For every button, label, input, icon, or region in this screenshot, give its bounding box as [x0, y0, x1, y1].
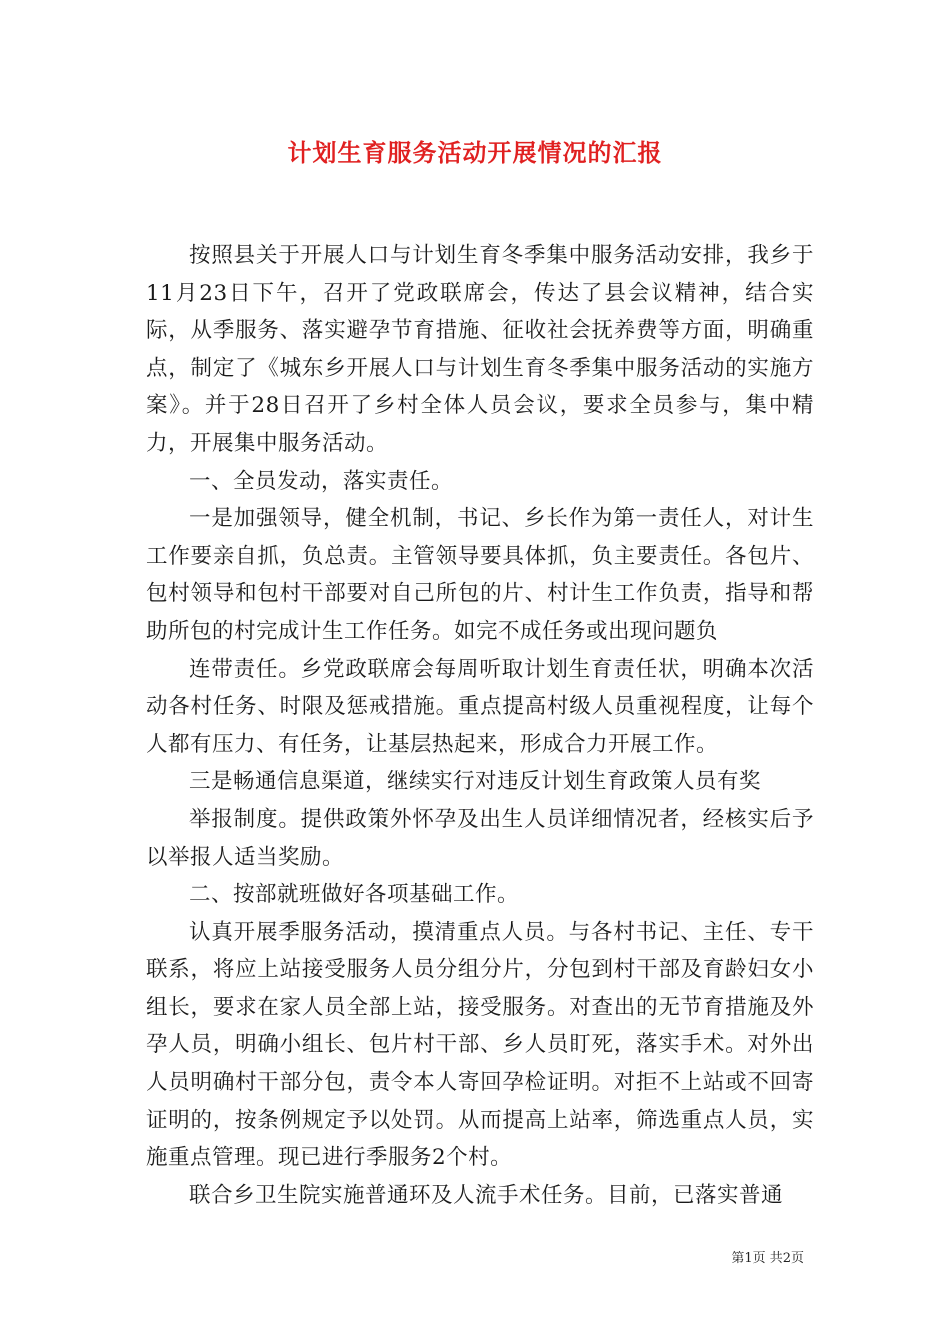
section-heading: 一、全员发动，落实责任。	[189, 468, 454, 494]
page-number: 第1页 共2页	[731, 1251, 804, 1266]
paragraph: 一是加强领导，健全机制，书记、乡长作为第一责任人，对计生工作要亲自抓，负总责。主管领导要具体抓，负主要责任。各包片、包村领导和包村干部要对自己所包的片、村计生工作负责，指导和帮助所包的村完成计生工作任务。如完不成任务或出现问题负	[146, 506, 814, 644]
document-body	[146, 237, 814, 1214]
paragraph: 三是畅通信息渠道，继续实行对违反计划生育政策人员有奖	[189, 769, 762, 795]
section-heading: 二、按部就班做好各项基础工作。	[189, 882, 520, 908]
paragraph: 联合乡卫生院实施普通环及人流手术任务。目前，已落实普通	[189, 1182, 784, 1208]
paragraph: 连带责任。乡党政联席会每周听取计划生育责任状，明确本次活动各村任务、时限及惩戒措施。重点提高村级人员重视程度，让每个人都有压力、有任务，让基层热起来，形成合力开展工作。	[146, 656, 814, 757]
document-title: 计划生育服务活动开展情况的汇报	[287, 138, 663, 167]
paragraph: 认真开展季服务活动，摸清重点人员。与各村书记、主任、专干联系，将应上站接受服务人员分组分片，分包到村干部及育龄妇女小组长，要求在家人员全部上站，接受服务。对查出的无节育措施及外孕人员，明确小组长、包片村干部、乡人员盯死，落实手术。对外出人员明确村干部分包，责令本人寄回孕检证明。对拒不上站或不回寄证明的，按条例规定予以处罚。从而提高上站率，筛选重点人员，实施重点管理。现已进行季服务2个村。	[146, 919, 814, 1171]
paragraph: 举报制度。提供政策外怀孕及出生人员详细情况者，经核实后予以举报人适当奖励。	[146, 806, 814, 870]
paragraph: 按照县关于开展人口与计划生育冬季集中服务活动安排，我乡于11月23日下午，召开了党政联席会，传达了县会议精神，结合实际，从季服务、落实避孕节育措施、征收社会抚养费等方面，明确重点，制定了《城东乡开展人口与计划生育冬季集中服务活动的实施方案》。并于28日召开了乡村全体人员会议，要求全员参与，集中精力，开展集中服务活动。	[146, 243, 814, 456]
